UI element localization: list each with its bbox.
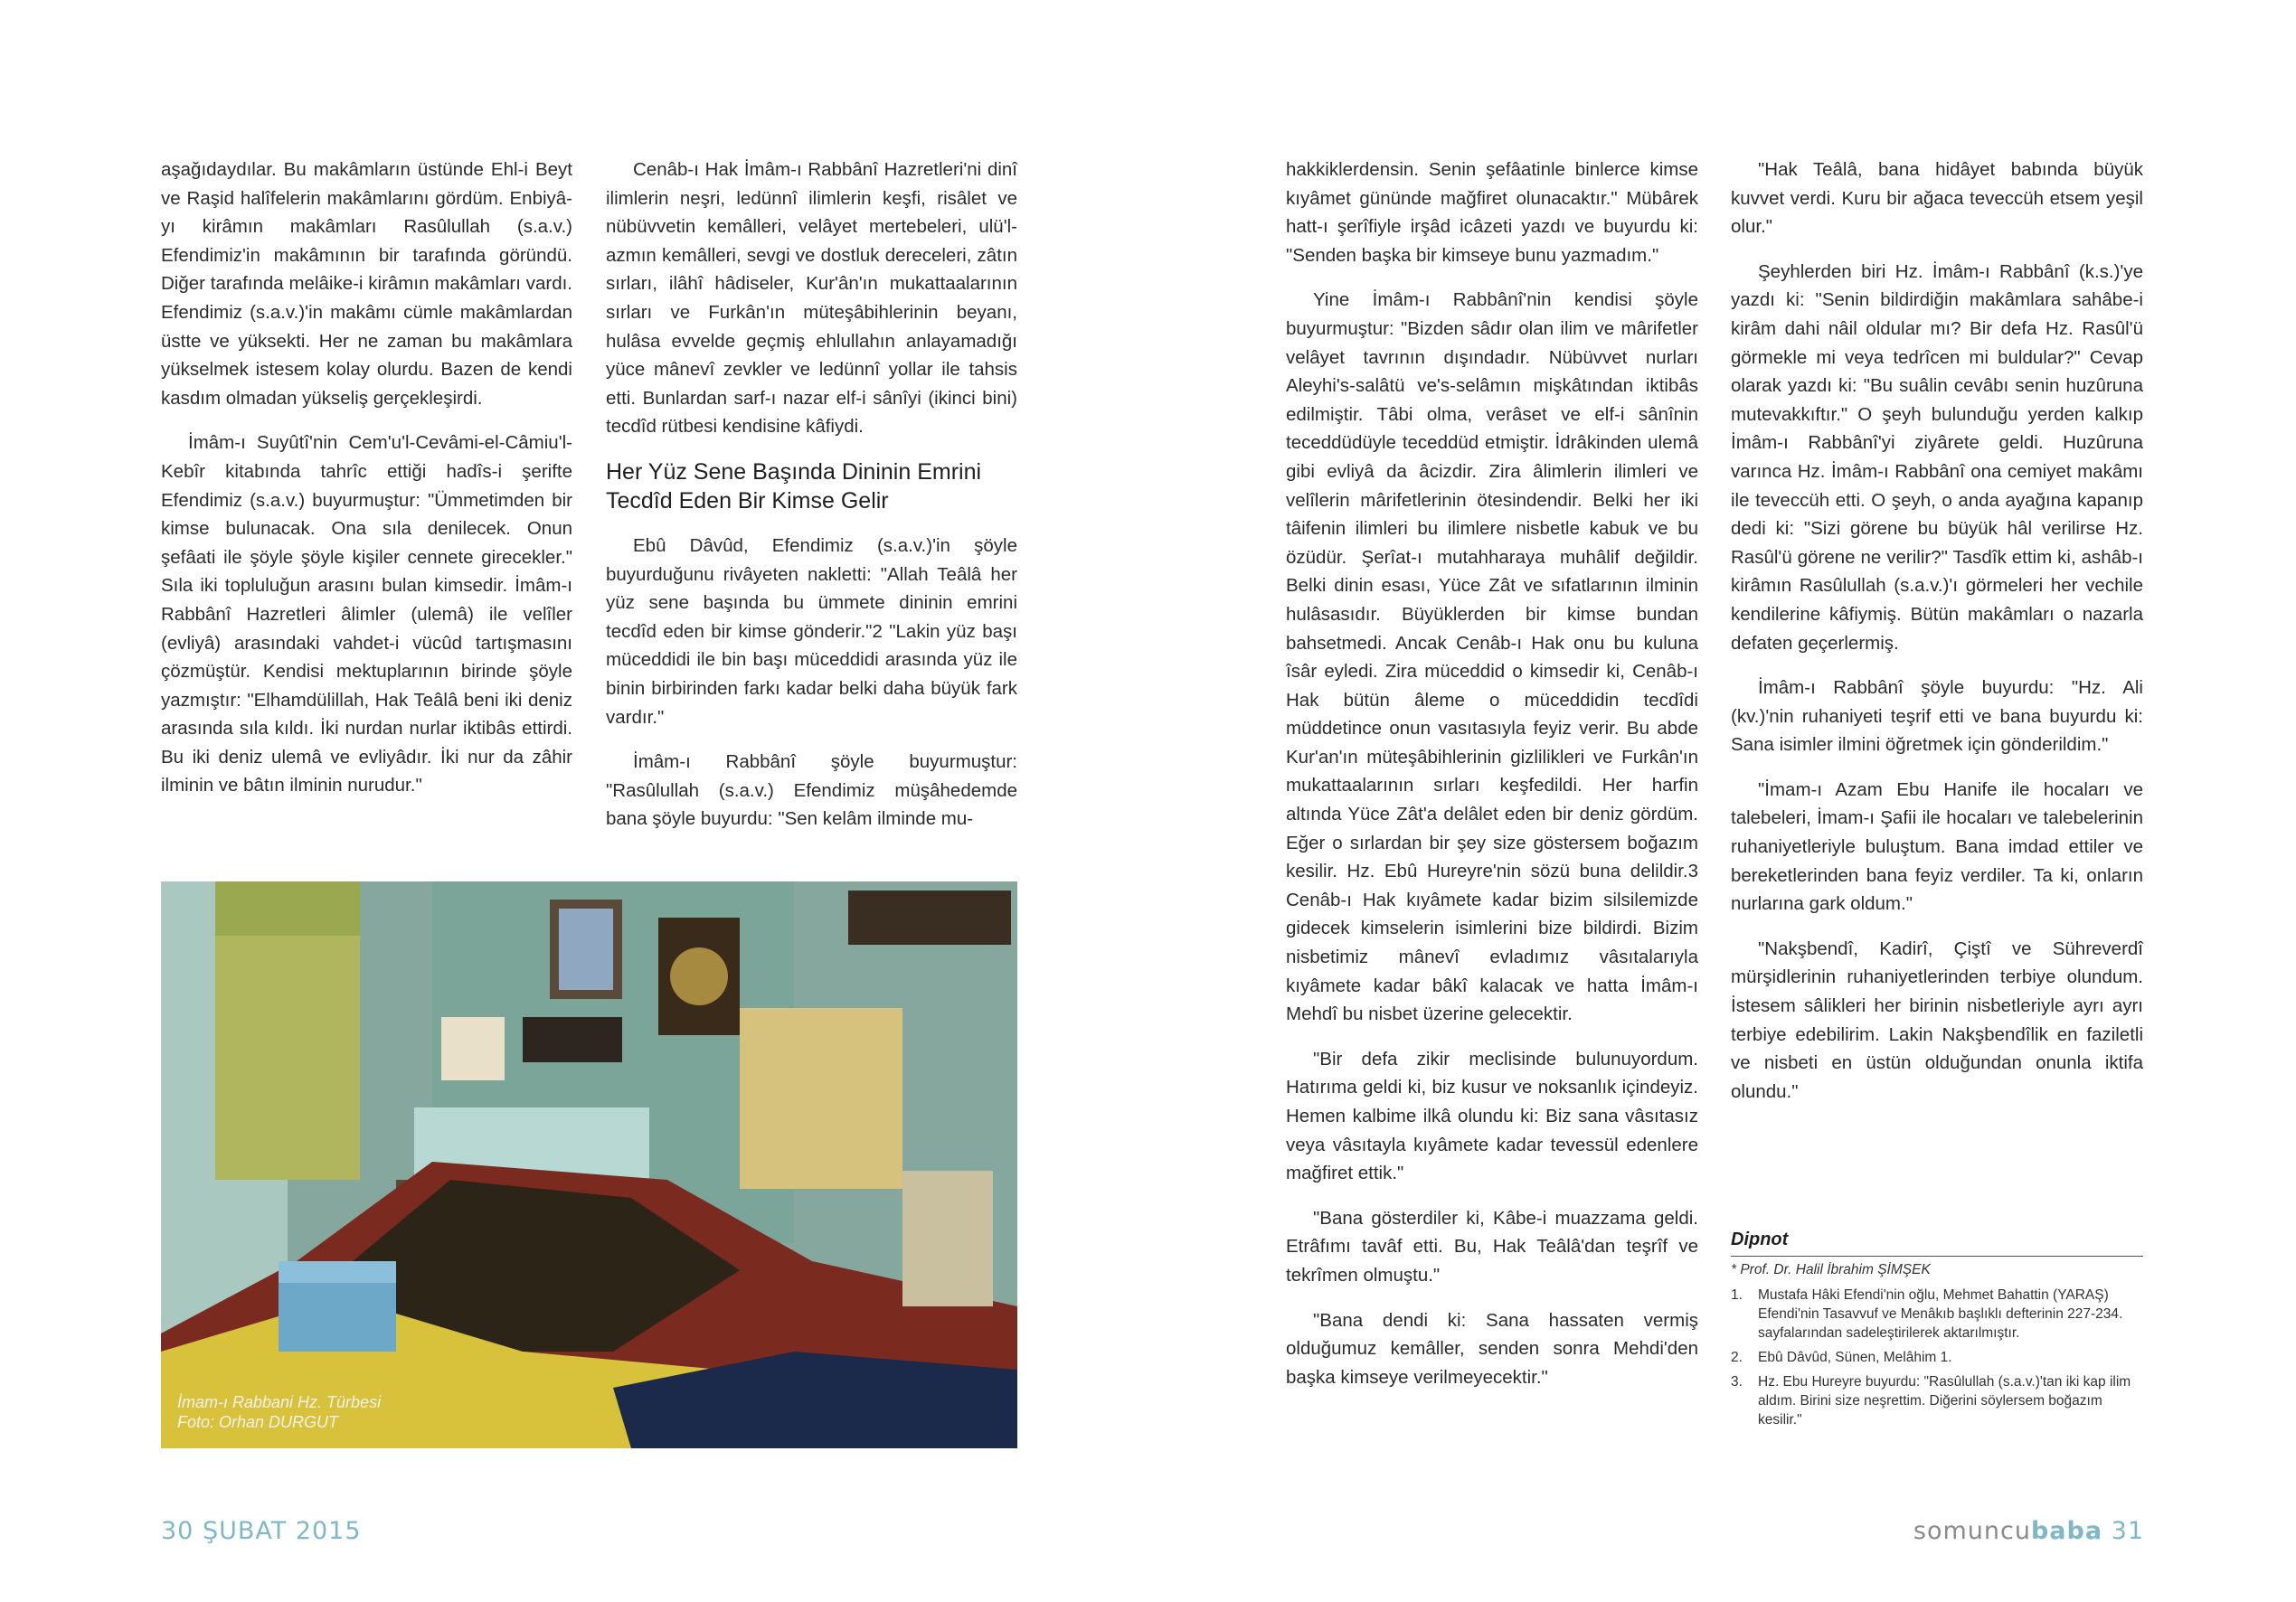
photo-caption-credit: Foto: Orhan DURGUT — [177, 1413, 339, 1431]
text-column-4 — [1731, 155, 2143, 1122]
magazine-brand — [1913, 1517, 2102, 1545]
paragraph: "Bir defa zikir meclisinde bulunuyordum. Hatırıma geldi ki, biz kusur ve noksanlık içindeyiz. Hemen kalbime ilkâ olundu ki: Biz sana vâsıtasız veya vâsıtayla kıyâmete kadar tevessül edenlere mağfiret ettik." — [1286, 1048, 1698, 1184]
footnotes — [1731, 1230, 2143, 1435]
page-folio-right — [1913, 1517, 2144, 1545]
paragraph: İmâm-ı Suyûtî'nin Cem'u'l-Cevâmi-el-Câmiu'l-Kebîr kitabında tahrîc ettiği hadîs-i şerifte Efendimiz (s.a.v.) buyurmuştur: "Ümmetimden bir kimse bulunacak. Ona sıla denilecek. Onun şefâati ile şöyle şöyle kişiler cennete girecekler." Sıla iki topluluğun arasını bulan kimsedir. İmâm-ı Rabbânî Hazretleri âlimler (ulemâ) ile velîler (evliyâ) arasındaki vahdet-i vücûd tartışmasını çözmüştür. Kendisi mektuplarının birinde şöyle yazmıştır: "Elhamdülillah, Hak Teâlâ beni iki deniz arasında sıla kıldı. İki nurdan nurlar iktibâs ettirdi. Bu iki deniz ulemâ ve evliyâdır. İki nur da zâhir ilminin ve bâtın ilminin nurudur." — [161, 432, 572, 796]
footnote-text: Ebû Dâvûd, Sünen, Melâhim 1. — [1758, 1350, 1952, 1365]
page-number: 31 — [2111, 1517, 2144, 1545]
paragraph: İmâm-ı Rabbânî şöyle buyurmuştur: "Rasûlullah (s.a.v.) Efendimiz müşâhedemde bana şöyle buyurdu: "Sen kelâm ilminde mu- — [606, 751, 1017, 830]
footnote-text: Hz. Ebu Hureyre buyurdu: "Rasûlullah (s.a.v.)'tan iki kap ilim aldım. Birini size neşrettim. Diğerini söylersem boğazım kesilir." — [1758, 1374, 2131, 1428]
paragraph: Cenâb-ı Hak İmâm-ı Rabbânî Hazretleri'ni dinî ilimlerin neşri, ledünnî ilimlerin keşfi, risâlet ve nübüvvetin kemâlleri, velâyet mertebeleri, ulü'l-azmın kemâlleri, sevgi ve dostluk dereceleri, zâtın sırları, ilâhî hâdiseler, Kur'ân'ın mukattaalarının sırları ve Furkân'ın müteşâbihlerinin beyanı, hulâsa evvelde geçmiş ehlullahın anlayamadığı yüce mânevî zevkler ve ledünnî yollar ile tahsis etti. Bunlardan sarf-ı nazar elf-i sânîyi (ikinci bini) tecdîd rütbesi kendisine kâfiydi. — [606, 159, 1017, 438]
footnote-text: Mustafa Hâki Efendi'nin oğlu, Mehmet Bahattin (YARAŞ) Efendi'nin Tasavvuf ve Menâkıb başlıklı defterinin 227-234. sayfalarından sadeleştirilerek aktarılmıştır. — [1758, 1287, 2123, 1341]
text-column-2 — [606, 155, 1017, 850]
page-number: 30 — [161, 1517, 194, 1545]
paragraph: İmâm-ı Rabbânî şöyle buyurdu: "Hz. Ali (kv.)'nin ruhaniyeti teşrif etti ve bana buyurdu ki: Sana isimler ilmini öğretmek için gönderildim." — [1731, 677, 2143, 756]
paragraph: "Bana dendi ki: Sana hassaten vermiş olduğumuz kemâller, senden sonra Mehdi'den başka kimseye verilmeyecektir." — [1286, 1309, 1698, 1388]
paragraph: Yine İmâm-ı Rabbânî'nin kendisi şöyle buyurmuştur: "Bizden sâdır olan ilim ve mârifetler velâyet tavrının dışındadır. Nübüvvet nurları Aleyhi's-salâtü ve's-selâmın mişkâtından iktibâs edilmiştir. Tâbi olma, verâset ve elf-i sânînin teceddüdüyle teceddüd etmiştir. İdrâkinden ulemâ gibi evliyâ da âcizdir. Zira âlimlerin ilimleri ve velîlerin mârifetlerinin ötesindendir. Belki her iki tâifenin ilimleri bu ilimlere nisbetle kabuk ve bu özüdür. Şerîat-ı mutahharaya muhâlif değildir. Belki dinin esası, Yüce Zât ve sıfatlarının ilminin hulâsasıdır. Büyüklerden bir kimse bundan bahsetmedi. Ancak Cenâb-ı Hak onu bu kuluna îsâr eyledi. Zira müceddid o kimsedir ki, Cenâb-ı Hak bütün âleme o müceddidin tecdîdi müddetince onun vasıtasıyla feyiz verir. Bu abde Kur'an'ın müteşâbihlerinin gizlilikleri ve Furkân'ın mukattaalarının sırları keşfedildi. Her harfin altında Yüce Zât'a delâlet eden bir deniz gördüm. Eğer o sırlardan bir şey size göstersem boğazım kesilir. Hz. Ebû Hureyre'nin sözü buna delildir.3 Cenâb-ı Hak kıyâmete kadar bizim silsilemizde gidecek kimselerin isimlerini bize bildirdi. Bizim nisbetimiz mânevî evladımız vâsıtalarıyla kıyâmete kadar bâkî kalacak ve hatta İmâm-ı Mehdî bu nisbet üzerine gelecektir. — [1286, 289, 1698, 1025]
text-column-1 — [161, 155, 572, 816]
issue-date: ŞUBAT 2015 — [202, 1517, 362, 1545]
paragraph: "İmam-ı Azam Ebu Hanife ile hocaları ve talebeleri, İmam-ı Şafii ile hocaları ve talebelerinin ruhaniyetleriyle buluştum. Bana imdad ettiler ve bereketlerinden bana feyiz verdiler. Ta ki, onların nurlarına gark oldum." — [1731, 778, 2143, 915]
paragraph: aşağıdaydılar. Bu makâmların üstünde Ehl-i Beyt ve Raşid halîfelerin makâmlarını gördüm. Enbiyâ-yı kirâmın makâmları Rasûlullah (s.a.v.) Efendimiz'in makâmının bir tarafında göründü. Diğer tarafında melâike-i kirâmın makâmları vardı. Efendimiz (s.a.v.)'in makâmı cümle makâmlardan üstte ve yüksekti. Her ne zaman bu makâmlara yükselmek istesem kolay olurdu. Bazen de kendi kasdım olmadan yükseliş gerçekleşirdi. — [161, 159, 572, 409]
paragraph: "Bana gösterdiler ki, Kâbe-i muazzama geldi. Etrâfımı tavâf etti. Bu, Hak Teâlâ'dan teşrîf ve tekrîmen olmuştu." — [1286, 1207, 1698, 1286]
paragraph: hakkiklerdensin. Senin şefâatinle binlerce kimse kıyâmet gününde mağfiret olunacaktır." Mübârek hatt-ı şerîfiyle irşâd icâzeti yazdı ve buyurdu ki: "Senden başka bir kimseye bunu yazmadım." — [1286, 159, 1698, 266]
page-folio-left — [161, 1517, 362, 1545]
footnote-number: 2. — [1731, 1350, 1743, 1365]
paragraph: "Nakşbendî, Kadirî, Çiştî ve Sühreverdî mürşidlerinin ruhaniyetlerinden terbiye olundum. İstesem sâlikleri her birinin nisbetleriyle ayrı ayrı terbiye edebilirim. Lakin Nakşbendîlik en faziletli ve nisbeti en üstün olduğundan onunla iktifa olundu." — [1731, 938, 2143, 1102]
brand-part-2: baba — [2030, 1517, 2103, 1545]
photo-caption-title: İmam-ı Rabbani Hz. Türbesi — [177, 1393, 382, 1411]
footnote-list — [1731, 1286, 2143, 1429]
brand-part-1: somuncu — [1913, 1517, 2031, 1545]
footnote-item — [1731, 1348, 2143, 1367]
footnote-item — [1731, 1286, 2143, 1343]
paragraph: "Hak Teâlâ, bana hidâyet babında büyük kuvvet verdi. Kuru bir ağaca teveccüh etsem yeşil olur." — [1731, 159, 2143, 238]
text-column-3 — [1286, 155, 1698, 1408]
footnote-number: 1. — [1731, 1287, 1743, 1303]
section-heading: Her Yüz Sene Başında Dininin Emrini Tecdîd Eden Bir Kimse Gelir — [606, 458, 982, 514]
photo-caption — [177, 1392, 381, 1432]
paragraph: Şeyhlerden biri Hz. İmâm-ı Rabbânî (k.s.)'ye yazdı ki: "Senin bildirdiğin makâmlara sahâbe-i kirâm dahi nâil oldular mı? Bir defa Hz. Rasûl'ü görmekle mi veya tedrîcen mi buldular?" Cevap olarak yazdı ki: "Bu suâlin cevâbı senin huzûruna mutevakkıftır." O şeyh bulunduğu yerden kalkıp İmâm-ı Rabbânî'yi ziyârete geldi. Huzûruna varınca Hz. İmâm-ı Rabbânî ona cemiyet makâmı ile teveccüh etti. O şeyh, o anda ayağına kapanıp dedi ki: "Sizi görene bu büyük hâl verilirse Hz. Rasûl'ü görene ne verilir?" Tasdîk ettim ki, ashâb-ı kirâmın Rasûlullah (s.a.v.)'ı görmeleri her vechile kendilerine kâfiymiş. Bütün makâmları o nazarla defaten geçerlermiş. — [1731, 260, 2143, 654]
paragraph: Ebû Dâvûd, Efendimiz (s.a.v.)'in şöyle buyurduğunu rivâyeten nakletti: "Allah Teâlâ her yüz sene başında bu ümmete dininin emrini tecdîd eden bir kimse gönderir."2 "Lakin yüz başı müceddidi ile bin başı müceddidi arasında yüz ile binin birbirinden farkı kadar belki daha büyük fark vardır." — [606, 534, 1017, 728]
footnotes-title: Dipnot — [1731, 1230, 2143, 1257]
footnote-item — [1731, 1372, 2143, 1429]
tomb-photo-illustration — [161, 881, 1017, 1448]
footnote-number: 3. — [1731, 1374, 1743, 1390]
tomb-photo — [161, 881, 1017, 1448]
footnotes-author: * Prof. Dr. Halil İbrahim ŞİMŞEK — [1731, 1262, 1931, 1277]
